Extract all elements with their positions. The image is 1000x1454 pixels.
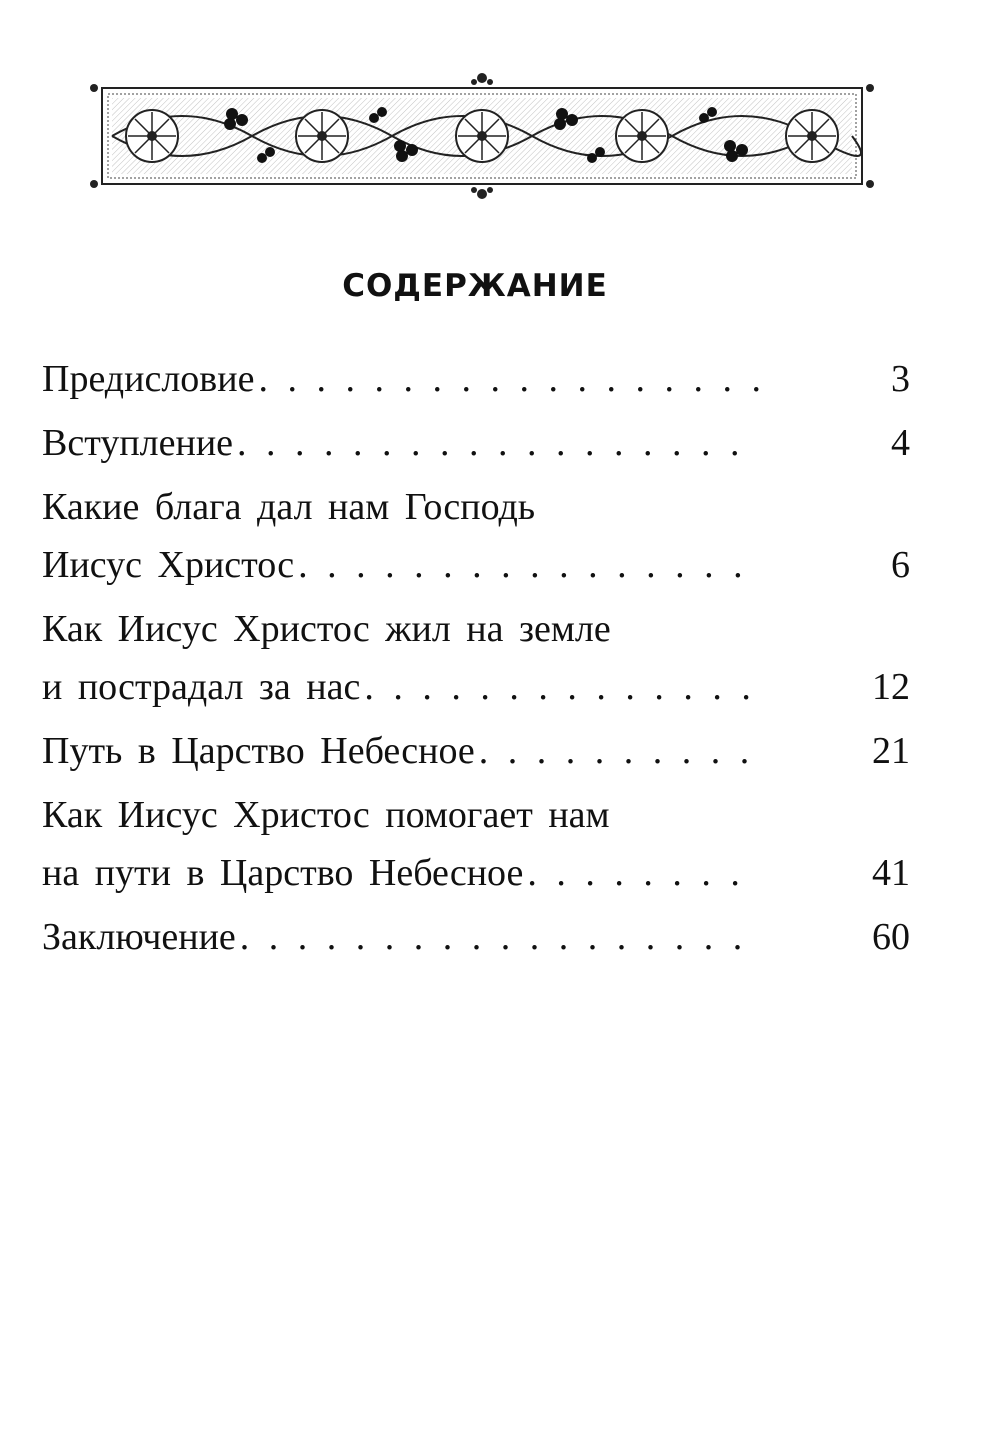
- toc-entry-title: Как Иисус Христос помогает нам: [42, 794, 610, 836]
- toc-entry[interactable]: [42, 600, 910, 716]
- toc-entry-title-continued: и пострадал за нас: [42, 666, 361, 708]
- toc-page-number: 4: [891, 422, 910, 464]
- toc-page-number: 6: [891, 544, 910, 586]
- toc-page-number: 12: [872, 666, 910, 708]
- toc-entry-title-continued: Иисус Христос: [42, 544, 295, 586]
- toc-entry-title: Путь в Царство Небесное: [42, 730, 475, 772]
- toc-entry-title: Как Иисус Христос жил на земле: [42, 608, 611, 650]
- toc-entry-title: Какие блага дал нам Господь: [42, 486, 536, 528]
- dot-leader: [479, 722, 760, 780]
- toc-page-number: 21: [872, 730, 910, 772]
- toc-entry-title-continued: на пути в Царство Небесное: [42, 852, 524, 894]
- dot-leader: [258, 350, 760, 408]
- toc-page-number: 3: [891, 358, 910, 400]
- toc-entry-title: Предисловие: [42, 358, 255, 400]
- toc-entry[interactable]: [42, 722, 910, 780]
- dot-leader: [298, 536, 760, 594]
- page-title: СОДЕРЖАНИЕ: [342, 268, 608, 304]
- dot-leader: [364, 658, 760, 716]
- toc-entry[interactable]: [42, 478, 910, 594]
- toc-entry[interactable]: [42, 414, 910, 472]
- decorative-ornament-border: [82, 66, 882, 206]
- dot-leader: [527, 844, 760, 902]
- dot-leader: [240, 908, 760, 966]
- toc-page-number: 41: [872, 852, 910, 894]
- toc-page-number: 60: [872, 916, 910, 958]
- toc-entry-title: Вступление: [42, 422, 234, 464]
- dot-leader: [237, 414, 760, 472]
- toc-entry[interactable]: [42, 350, 910, 408]
- toc-entry[interactable]: [42, 908, 910, 966]
- toc-entry-title: Заключение: [42, 916, 236, 958]
- toc-entry[interactable]: [42, 786, 910, 902]
- table-of-contents: [42, 350, 910, 972]
